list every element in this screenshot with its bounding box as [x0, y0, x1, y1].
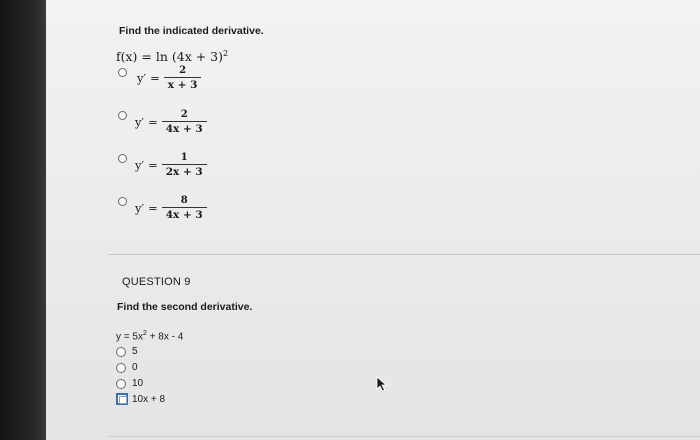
q9-option-3-radio[interactable] — [116, 379, 126, 389]
question-8-prompt: Find the indicated derivative. — [119, 25, 264, 37]
q8-option-3[interactable] — [135, 151, 207, 179]
q9-option-2-radio[interactable] — [116, 363, 126, 373]
equation-prefix: y = 5x — [116, 331, 143, 343]
question-9-equation — [116, 330, 183, 342]
option-prefix: y′ — [135, 201, 145, 215]
q8-option-3-radio[interactable] — [118, 154, 127, 163]
option-denominator: 4x + 3 — [162, 121, 207, 136]
option-denominator: 4x + 3 — [162, 207, 207, 222]
option-numerator: 2 — [180, 109, 188, 120]
option-fraction — [162, 194, 207, 222]
option-fraction — [164, 64, 202, 92]
option-denominator: x + 3 — [164, 77, 202, 92]
q8-option-2-radio[interactable] — [118, 111, 127, 120]
option-numerator: 1 — [180, 152, 188, 163]
bottom-divider — [108, 436, 700, 437]
question-divider — [108, 254, 700, 255]
option-fraction — [162, 151, 207, 179]
option-numerator: 2 — [179, 65, 187, 76]
option-prefix: y′ — [135, 115, 145, 129]
q9-option-3[interactable] — [116, 378, 143, 389]
question-8-function — [116, 49, 228, 64]
option-equals: = — [148, 158, 158, 172]
option-fraction — [162, 108, 207, 136]
q9-option-1[interactable] — [116, 346, 138, 357]
option-label: 10x + 8 — [132, 393, 166, 405]
option-label: 5 — [132, 346, 138, 357]
q8-option-1[interactable] — [137, 64, 201, 92]
function-text: f(x) = ln (4x + 3) — [116, 49, 224, 64]
question-9-prompt: Find the second derivative. — [117, 301, 253, 313]
mouse-cursor-icon — [376, 376, 388, 392]
q8-option-2[interactable] — [135, 108, 207, 136]
q9-option-2[interactable] — [116, 362, 138, 373]
q9-option-1-radio[interactable] — [116, 347, 126, 357]
q8-option-1-radio[interactable] — [118, 68, 127, 77]
option-prefix: y′ — [135, 158, 145, 172]
option-equals: = — [150, 71, 160, 85]
option-denominator: 2x + 3 — [162, 164, 207, 179]
function-exponent: 2 — [223, 49, 229, 58]
q9-option-4-selected-radio[interactable] — [116, 393, 128, 405]
option-equals: = — [148, 115, 158, 129]
option-label: 0 — [132, 362, 138, 373]
equation-suffix: + 8x - 4 — [146, 331, 184, 343]
q9-option-4[interactable] — [116, 393, 165, 405]
equation-exponent: 2 — [142, 330, 147, 337]
option-prefix: y′ — [137, 71, 147, 85]
screen-bezel — [0, 0, 46, 440]
question-9-label: QUESTION 9 — [122, 276, 191, 288]
q8-option-4[interactable] — [135, 194, 207, 222]
option-numerator: 8 — [180, 195, 188, 206]
option-label: 10 — [132, 378, 144, 389]
option-equals: = — [148, 201, 158, 215]
q8-option-4-radio[interactable] — [118, 197, 127, 206]
